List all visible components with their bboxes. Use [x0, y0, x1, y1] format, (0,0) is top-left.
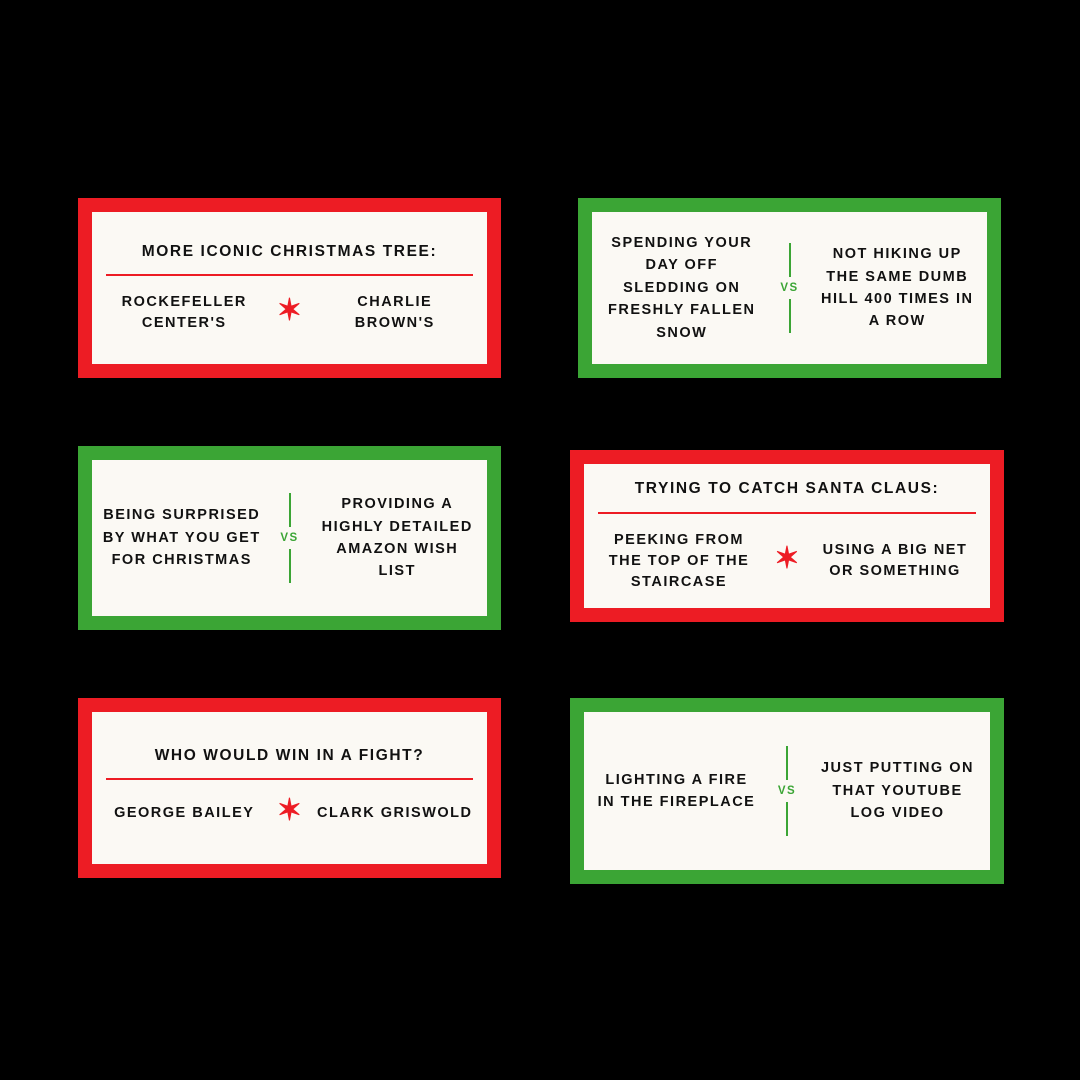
card-prompt: TRYING TO CATCH SANTA CLAUS: — [634, 480, 940, 498]
option-left[interactable]: SPENDING YOUR DAY OFF SLEDDING ON FRESHLY FALLEN SNOW — [608, 234, 756, 341]
star-icon: ✶ — [276, 294, 303, 328]
options-row — [102, 466, 477, 610]
options-row — [598, 530, 976, 593]
vs-bar-top — [289, 493, 291, 527]
option-right[interactable]: CLARK GRISWOLD — [316, 804, 473, 821]
card-fireplace-vs-youtube-log[interactable] — [570, 698, 1004, 884]
options-row — [106, 292, 473, 334]
option-right[interactable]: PROVIDING A HIGHLY DETAILED AMAZON WISH LIST — [321, 496, 473, 580]
vs-separator — [262, 493, 318, 583]
card-sledding-vs-hiking[interactable] — [578, 198, 1001, 378]
option-left[interactable]: PEEKING FROM THE TOP OF THE STAIRCASE — [608, 531, 750, 590]
options-row — [594, 718, 980, 864]
option-right[interactable]: CHARLIE BROWN'S — [354, 294, 435, 332]
vs-label: VS — [780, 282, 799, 294]
vs-label: VS — [777, 785, 797, 797]
option-left[interactable]: ROCKEFELLER CENTER'S — [121, 294, 247, 332]
option-right[interactable]: JUST PUTTING ON THAT YOUTUBE LOG VIDEO — [820, 760, 974, 822]
option-right[interactable]: NOT HIKING UP THE SAME DUMB HILL 400 TIMES IN A ROW — [820, 246, 974, 330]
card-prompt: MORE ICONIC CHRISTMAS TREE: — [141, 242, 438, 260]
vs-separator — [762, 243, 818, 333]
card-inner — [584, 464, 990, 608]
card-prompt: WHO WOULD WIN IN A FIGHT? — [154, 746, 425, 764]
card-inner — [592, 212, 987, 364]
card-inner — [92, 212, 487, 364]
vs-bar-top — [786, 746, 788, 780]
vs-bar-bottom — [289, 549, 291, 583]
options-row — [602, 218, 977, 358]
star-icon: ✶ — [276, 794, 303, 828]
card-inner — [92, 712, 487, 864]
card-catch-santa-claus[interactable] — [570, 450, 1004, 622]
divider-rule — [106, 274, 473, 276]
option-right[interactable]: USING A BIG NET OR SOMETHING — [822, 542, 968, 580]
option-left[interactable]: GEORGE BAILEY — [114, 804, 255, 821]
vs-label: VS — [280, 532, 299, 544]
star-icon: ✶ — [774, 542, 800, 576]
vs-separator — [759, 746, 815, 836]
card-who-would-win-fight[interactable] — [78, 698, 501, 878]
card-surprise-vs-wishlist[interactable] — [78, 446, 501, 630]
divider-rule — [106, 778, 473, 780]
vs-bar-bottom — [786, 802, 788, 836]
card-inner — [584, 712, 990, 870]
option-left[interactable]: BEING SURPRISED BY WHAT YOU GET FOR CHRISTMAS — [102, 507, 261, 569]
card-inner — [92, 460, 487, 616]
vs-bar-bottom — [789, 299, 791, 333]
option-left[interactable]: LIGHTING A FIRE IN THE FIREPLACE — [597, 771, 756, 810]
options-row — [106, 796, 473, 830]
vs-bar-top — [789, 243, 791, 277]
card-more-iconic-christmas-tree[interactable] — [78, 198, 501, 378]
divider-rule — [598, 512, 976, 514]
